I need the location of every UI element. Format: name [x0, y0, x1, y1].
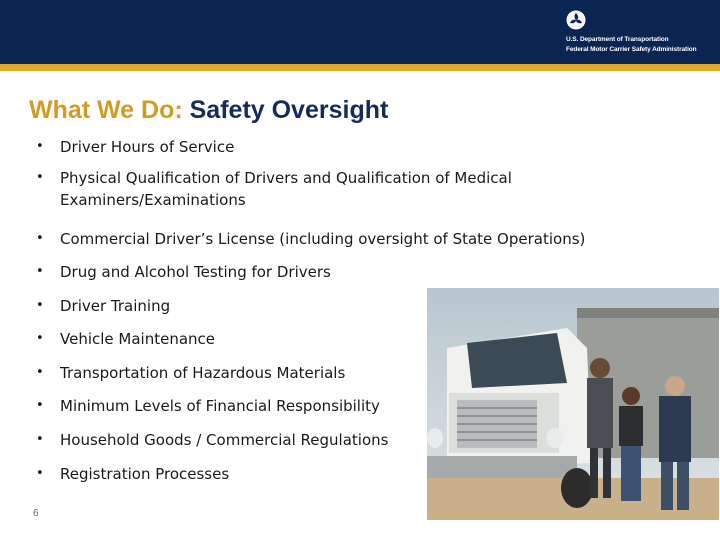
bullet-text: Transportation of Hazardous Materials: [60, 364, 346, 382]
bullet-text: Minimum Levels of Financial Responsibility: [60, 397, 380, 415]
agency-name-line2: Federal Motor Carrier Safety Administration: [566, 46, 697, 53]
dot-triskelion-icon: [566, 10, 586, 30]
bullet-text: Vehicle Maintenance: [60, 330, 216, 348]
page-number: 6: [33, 508, 39, 519]
agency-name-line1: U.S. Department of Transportation: [566, 36, 669, 43]
bullet-glyph: •: [36, 139, 44, 154]
slide-title-prefix: What We Do:: [29, 96, 183, 124]
bullet-text: Commercial Driver’s License (including oversight of State Operations): [60, 230, 586, 248]
bullet-text: Household Goods / Commercial Regulations: [60, 431, 389, 449]
bullet-glyph: •: [36, 365, 44, 380]
bullet-glyph: •: [36, 331, 44, 346]
bullet-glyph: •: [36, 466, 44, 481]
bullet-glyph: •: [36, 264, 44, 279]
bullet-glyph: •: [36, 298, 44, 313]
bullet-glyph: •: [36, 398, 44, 413]
bullet-text: Driver Hours of Service: [60, 138, 235, 156]
bullet-glyph: •: [36, 231, 44, 246]
bullet-text: Driver Training: [60, 297, 171, 315]
bullet-glyph: •: [36, 170, 44, 185]
truck-inspection-photo: [427, 288, 719, 520]
bullet-text: Drug and Alcohol Testing for Drivers: [60, 263, 331, 281]
bullet-glyph: •: [36, 432, 44, 447]
bullet-text: Physical Qualification of Drivers and Qualification of Medical Examiners/Examinations: [60, 169, 512, 209]
agency-logo: [566, 10, 716, 58]
slide-title: [29, 96, 388, 125]
slide-title-main: Safety Oversight: [182, 96, 389, 124]
bullet-text: Registration Processes: [60, 465, 230, 483]
header-gold-rule: [0, 64, 720, 71]
